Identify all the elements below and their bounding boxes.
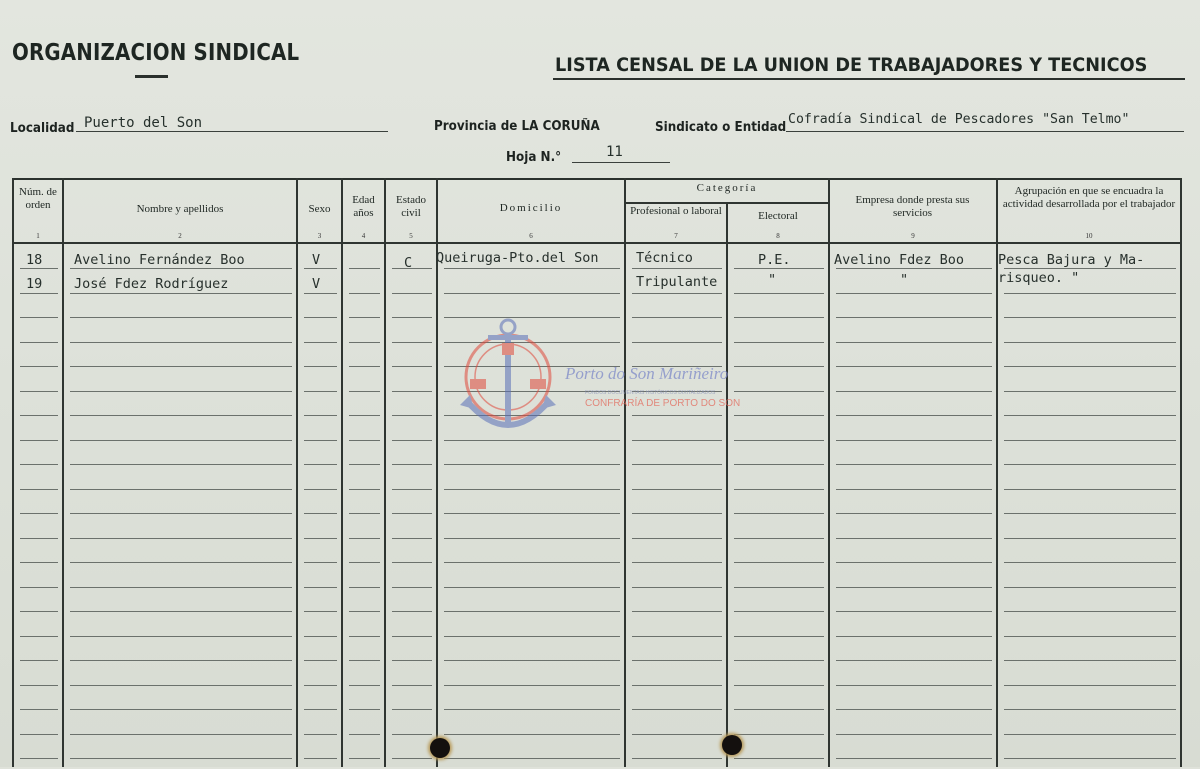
- row-rule: [70, 342, 292, 343]
- row-rule: [349, 440, 380, 441]
- watermark-subtitle: CONFRARÍA DE PORTO DO SON: [585, 398, 741, 409]
- row-rule: [1004, 489, 1176, 490]
- row-rule: [392, 489, 432, 490]
- row-rule: [734, 758, 824, 759]
- row-rule: [20, 709, 58, 710]
- row-rule: [304, 685, 337, 686]
- row-rule: [836, 317, 992, 318]
- row-rule: [734, 464, 824, 465]
- row-rule: [1004, 538, 1176, 539]
- col-header-nombre: Nombre y apellidos: [136, 203, 224, 215]
- row-rule: [392, 734, 432, 735]
- row-rule: [70, 587, 292, 588]
- row-rule: [1004, 440, 1176, 441]
- row-rule: [1004, 464, 1176, 465]
- row-rule: [304, 391, 337, 392]
- row-rule: [836, 366, 992, 367]
- row-rule: [20, 268, 58, 269]
- col-number: 3: [317, 232, 322, 240]
- row-nombre: Avelino Fernández Boo: [74, 252, 245, 268]
- row-rule: [20, 660, 58, 661]
- row-rule: [836, 293, 992, 294]
- row-rule: [1004, 293, 1176, 294]
- row-rule: [836, 268, 992, 269]
- row-rule: [632, 611, 722, 612]
- row-rule: [836, 440, 992, 441]
- col-number: 2: [178, 232, 182, 240]
- row-rule: [444, 734, 620, 735]
- col-divider: [62, 178, 64, 767]
- categoria-divider: [626, 202, 828, 204]
- row-rule: [632, 709, 722, 710]
- row-rule: [349, 587, 380, 588]
- row-rule: [392, 538, 432, 539]
- row-rule: [70, 660, 292, 661]
- row-rule: [1004, 366, 1176, 367]
- watermark-name: Porto do Son Mariñeiro: [565, 364, 729, 383]
- localidad-line: [76, 131, 388, 132]
- row-rule: [20, 317, 58, 318]
- row-rule: [444, 611, 620, 612]
- row-rule: [20, 562, 58, 563]
- row-rule: [836, 538, 992, 539]
- row-rule: [349, 709, 380, 710]
- row-rule: [20, 734, 58, 735]
- row-rule: [632, 268, 722, 269]
- row-sexo: V: [312, 252, 321, 268]
- row-rule: [1004, 685, 1176, 686]
- row-rule: [70, 464, 292, 465]
- row-rule: [392, 342, 432, 343]
- row-rule: [70, 636, 292, 637]
- row-rule: [836, 660, 992, 661]
- row-rule: [632, 489, 722, 490]
- row-rule: [632, 293, 722, 294]
- row-rule: [632, 636, 722, 637]
- row-electoral: P.E.: [758, 252, 791, 268]
- row-empresa: Avelino Fdez Boo: [834, 252, 965, 268]
- row-rule: [1004, 709, 1176, 710]
- row-estado: C: [404, 255, 413, 271]
- col-header-estado: Estado civil: [396, 194, 426, 219]
- row-rule: [836, 709, 992, 710]
- row-rule: [20, 464, 58, 465]
- row-electoral: ": [768, 272, 777, 288]
- row-rule: [304, 562, 337, 563]
- col-header-edad: Edad años: [352, 194, 375, 219]
- row-rule: [392, 587, 432, 588]
- row-rule: [444, 758, 620, 759]
- row-rule: [392, 562, 432, 563]
- row-rule: [20, 293, 58, 294]
- heading-underline-bar: [135, 75, 168, 78]
- header-bottom-rule: [12, 242, 1182, 244]
- row-rule: [304, 636, 337, 637]
- row-rule: [734, 513, 824, 514]
- row-rule: [20, 366, 58, 367]
- row-rule: [70, 293, 292, 294]
- col-header-categoria: Categoría: [696, 182, 758, 194]
- row-rule: [70, 709, 292, 710]
- row-rule: [444, 464, 620, 465]
- provincia-label: Provincia de LA CORUÑA: [434, 119, 600, 134]
- row-rule: [70, 562, 292, 563]
- row-rule: [444, 538, 620, 539]
- row-agrupacion: risqueo. ": [998, 270, 1080, 286]
- row-rule: [734, 268, 824, 269]
- row-rule: [304, 415, 337, 416]
- col-header-sexo: Sexo: [308, 203, 331, 215]
- col-number: 10: [1085, 232, 1093, 240]
- col-header-domicilio: Domicilio: [499, 202, 563, 214]
- row-rule: [304, 587, 337, 588]
- row-rule: [70, 268, 292, 269]
- row-domicilio: Queiruga-Pto.del Son: [436, 250, 599, 266]
- row-rule: [444, 513, 620, 514]
- row-rule: [392, 660, 432, 661]
- row-rule: [632, 464, 722, 465]
- sindicato-label: Sindicato o Entidad: [655, 120, 787, 135]
- row-rule: [304, 734, 337, 735]
- row-agrupacion: Pesca Bajura y Ma-: [998, 252, 1145, 268]
- row-rule: [1004, 562, 1176, 563]
- punch-hole: [722, 735, 742, 755]
- row-rule: [632, 660, 722, 661]
- row-rule: [444, 660, 620, 661]
- row-rule: [349, 464, 380, 465]
- row-rule: [1004, 391, 1176, 392]
- row-rule: [836, 562, 992, 563]
- localidad-label: Localidad: [10, 121, 75, 136]
- anchor-logo-watermark: [458, 315, 558, 460]
- row-rule: [836, 489, 992, 490]
- row-rule: [1004, 611, 1176, 612]
- row-rule: [734, 440, 824, 441]
- hoja-value: 11: [606, 144, 623, 160]
- row-rule: [304, 611, 337, 612]
- row-rule: [304, 709, 337, 710]
- hoja-line: [572, 162, 670, 163]
- sindicato-value: Cofradía Sindical de Pescadores "San Telmo": [788, 112, 1130, 127]
- document-title: LISTA CENSAL DE LA UNION DE TRABAJADORES Y TECNICOS: [555, 54, 1148, 76]
- row-rule: [632, 562, 722, 563]
- row-rule: [392, 513, 432, 514]
- row-rule: [70, 734, 292, 735]
- row-rule: [304, 489, 337, 490]
- col-number: 5: [409, 232, 413, 240]
- row-rule: [444, 636, 620, 637]
- row-rule: [444, 268, 620, 269]
- row-rule: [349, 342, 380, 343]
- row-rule: [836, 513, 992, 514]
- row-rule: [349, 611, 380, 612]
- row-rule: [20, 758, 58, 759]
- row-rule: [349, 366, 380, 367]
- col-number: 7: [674, 232, 678, 240]
- row-rule: [836, 464, 992, 465]
- row-rule: [1004, 734, 1176, 735]
- row-rule: [20, 489, 58, 490]
- row-rule: [20, 538, 58, 539]
- row-rule: [392, 293, 432, 294]
- row-rule: [304, 513, 337, 514]
- row-rule: [349, 538, 380, 539]
- row-rule: [1004, 660, 1176, 661]
- row-rule: [734, 611, 824, 612]
- row-rule: [349, 293, 380, 294]
- row-rule: [349, 489, 380, 490]
- row-rule: [20, 685, 58, 686]
- row-rule: [836, 636, 992, 637]
- row-rule: [304, 342, 337, 343]
- title-underline: [553, 78, 1185, 80]
- row-rule: [444, 709, 620, 710]
- row-rule: [836, 758, 992, 759]
- row-rule: [836, 734, 992, 735]
- row-rule: [632, 734, 722, 735]
- col-divider: [1180, 178, 1182, 767]
- row-rule: [392, 440, 432, 441]
- col-divider: [296, 178, 298, 767]
- col-divider: [436, 178, 438, 767]
- row-rule: [70, 538, 292, 539]
- row-rule: [20, 611, 58, 612]
- row-rule: [70, 758, 292, 759]
- col-divider: [726, 202, 728, 767]
- row-rule: [349, 415, 380, 416]
- row-rule: [734, 562, 824, 563]
- col-header-profesional: Profesional o laboral: [630, 205, 722, 217]
- row-rule: [304, 293, 337, 294]
- row-rule: [20, 440, 58, 441]
- col-divider: [384, 178, 386, 767]
- row-rule: [20, 415, 58, 416]
- col-number: 6: [529, 232, 533, 240]
- col-header-agrupacion: Agrupación en que se encuadra la actividad desarrollada por el trabajador: [1002, 185, 1176, 210]
- row-rule: [70, 685, 292, 686]
- row-nombre: José Fdez Rodríguez: [74, 276, 229, 292]
- row-rule: [70, 317, 292, 318]
- row-rule: [392, 317, 432, 318]
- row-rule: [1004, 342, 1176, 343]
- row-rule: [392, 611, 432, 612]
- row-rule: [70, 366, 292, 367]
- row-rule: [70, 611, 292, 612]
- row-rule: [734, 366, 824, 367]
- row-rule: [304, 660, 337, 661]
- row-rule: [20, 391, 58, 392]
- row-rule: [70, 391, 292, 392]
- row-rule: [632, 758, 722, 759]
- row-rule: [349, 391, 380, 392]
- row-rule: [1004, 636, 1176, 637]
- row-profesional: Tripulante: [636, 274, 718, 290]
- row-rule: [70, 513, 292, 514]
- row-rule: [392, 391, 432, 392]
- row-rule: [304, 538, 337, 539]
- row-rule: [20, 636, 58, 637]
- row-rule: [304, 758, 337, 759]
- row-rule: [70, 489, 292, 490]
- localidad-value: Puerto del Son: [84, 115, 203, 131]
- row-rule: [392, 415, 432, 416]
- row-rule: [836, 415, 992, 416]
- row-rule: [392, 758, 432, 759]
- row-rule: [444, 562, 620, 563]
- row-rule: [349, 513, 380, 514]
- row-rule: [349, 685, 380, 686]
- row-rule: [1004, 758, 1176, 759]
- col-header-electoral: Electoral: [758, 210, 798, 222]
- row-rule: [349, 758, 380, 759]
- row-rule: [1004, 317, 1176, 318]
- col-number: 4: [361, 232, 366, 240]
- row-rule: [304, 317, 337, 318]
- row-rule: [349, 268, 380, 269]
- row-rule: [20, 342, 58, 343]
- row-rule: [632, 685, 722, 686]
- col-divider: [828, 178, 830, 767]
- row-rule: [836, 391, 992, 392]
- row-rule: [392, 709, 432, 710]
- row-rule: [632, 513, 722, 514]
- row-rule: [734, 415, 824, 416]
- row-rule: [1004, 587, 1176, 588]
- row-rule: [20, 513, 58, 514]
- row-rule: [392, 464, 432, 465]
- row-empresa: ": [900, 272, 909, 288]
- col-number: 8: [776, 232, 780, 240]
- col-divider: [341, 178, 343, 767]
- row-rule: [734, 587, 824, 588]
- row-rule: [349, 636, 380, 637]
- row-rule: [836, 611, 992, 612]
- row-rule: [304, 268, 337, 269]
- hoja-label: Hoja N.°: [506, 150, 562, 165]
- row-rule: [20, 587, 58, 588]
- col-header-empresa: Empresa donde presta sus servicios: [855, 194, 970, 219]
- row-rule: [1004, 415, 1176, 416]
- row-rule: [734, 685, 824, 686]
- row-rule: [392, 366, 432, 367]
- col-divider: [624, 178, 626, 767]
- row-rule: [349, 562, 380, 563]
- row-rule: [1004, 513, 1176, 514]
- row-rule: [70, 415, 292, 416]
- row-rule: [632, 317, 722, 318]
- row-rule: [734, 538, 824, 539]
- col-header-num: Núm. de orden: [19, 186, 57, 211]
- row-rule: [444, 489, 620, 490]
- row-rule: [734, 660, 824, 661]
- row-rule: [392, 636, 432, 637]
- row-rule: [734, 293, 824, 294]
- row-rule: [632, 587, 722, 588]
- row-rule: [304, 366, 337, 367]
- punch-hole: [430, 738, 450, 758]
- row-num: 18: [26, 252, 43, 268]
- row-rule: [734, 489, 824, 490]
- row-rule: [444, 293, 620, 294]
- row-rule: [734, 342, 824, 343]
- row-rule: [349, 660, 380, 661]
- col-divider: [12, 178, 14, 767]
- row-rule: [632, 538, 722, 539]
- col-number: 1: [36, 232, 40, 240]
- row-rule: [70, 440, 292, 441]
- row-rule: [734, 636, 824, 637]
- row-rule: [632, 415, 722, 416]
- row-rule: [1004, 268, 1176, 269]
- row-rule: [632, 440, 722, 441]
- row-rule: [734, 734, 824, 735]
- row-rule: [349, 734, 380, 735]
- organization-heading: ORGANIZACION SINDICAL: [12, 40, 300, 66]
- row-rule: [734, 317, 824, 318]
- row-rule: [836, 685, 992, 686]
- row-rule: [734, 709, 824, 710]
- row-sexo: V: [312, 276, 321, 292]
- row-rule: [734, 391, 824, 392]
- row-rule: [392, 685, 432, 686]
- row-rule: [444, 685, 620, 686]
- sindicato-line: [786, 131, 1184, 132]
- row-rule: [304, 464, 337, 465]
- row-profesional: Técnico: [636, 250, 693, 266]
- col-number: 9: [911, 232, 915, 240]
- row-rule: [304, 440, 337, 441]
- row-rule: [444, 587, 620, 588]
- row-rule: [632, 342, 722, 343]
- row-rule: [836, 587, 992, 588]
- row-rule: [349, 317, 380, 318]
- row-num: 19: [26, 276, 43, 292]
- watermark-tiny-text: FONDOS DOCUMENTAIS HISTÓRICOS DIXITALIZADOS: [585, 390, 716, 396]
- row-rule: [836, 342, 992, 343]
